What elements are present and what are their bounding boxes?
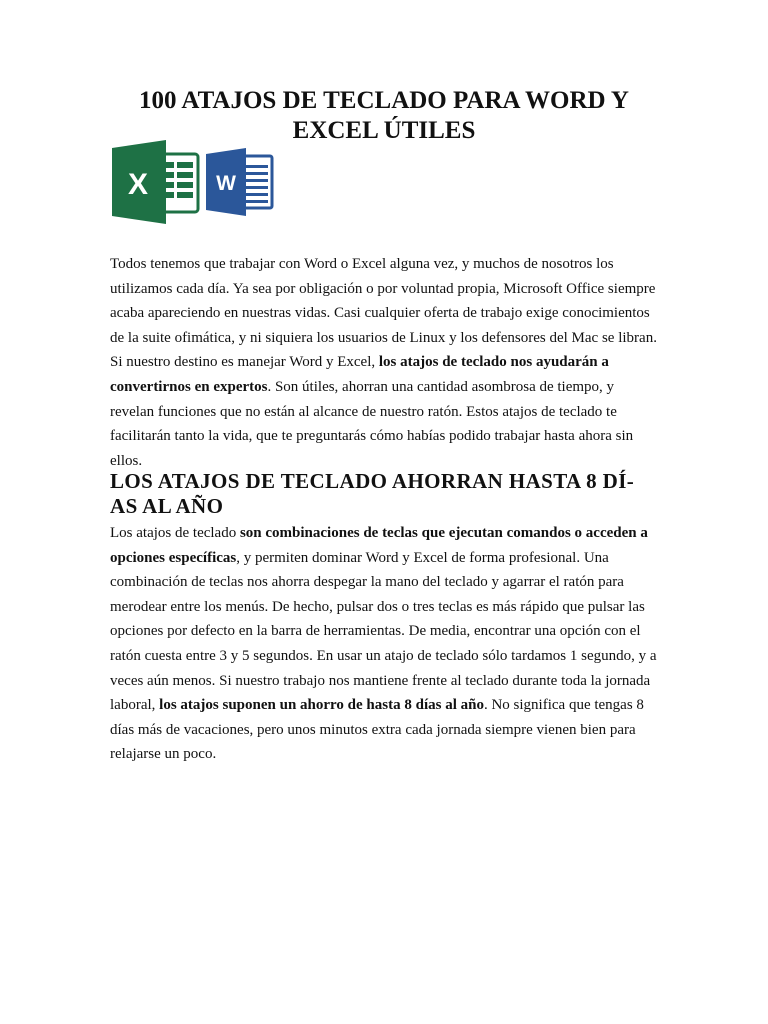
- excel-letter: X: [127, 168, 149, 201]
- intro-bold-1: los atajos de teclado nos ayudarán a convertirnos en expertos: [110, 354, 609, 395]
- section-heading: LOS ATAJOS DE TECLADO AHORRAN HASTA 8 DÍ-AS AL AÑO: [110, 469, 635, 518]
- excel-logo-icon: [112, 140, 198, 224]
- section-bold-2: los atajos suponen un ahorro de hasta 8 días al año: [159, 697, 484, 714]
- section-text-2: , y permiten dominar Word y Excel de forma profesional. Una combinación de teclas nos ahorra despegar la mano del teclado y agarrar el ratón para merodear entre los menús. De hecho, pulsar dos o tres teclas es más rápido que pulsar las opciones por defecto en la barra de herramientas. De media, encontrar una opción con el ratón cuesta entre 3 y 5 segundos. En usar un atajo de teclado sólo tardamos 1 segundo, y a veces aún menos. Si nuestro trabajo nos mantiene frente al teclado durante toda la jornada laboral,: [110, 549, 657, 714]
- office-logos-graphic: [110, 140, 280, 224]
- word-logo-icon: [206, 148, 272, 216]
- word-letter: W: [216, 172, 236, 195]
- intro-text-2: . Son útiles, ahorran una cantidad asombrosa de tiempo, y revelan funciones que no están al alcance de nuestro ratón. Estos atajos de teclado te facilitarán tanto la vida, que te preguntarás cómo habías podido trabajar hasta ahora sin ellos.: [110, 378, 634, 469]
- section-text-1: Los atajos de teclado: [110, 525, 240, 541]
- document-title: 100 ATAJOS DE TECLADO PARA WORD Y EXCEL ÚTILES: [139, 87, 629, 144]
- intro-paragraph: [110, 252, 658, 473]
- section-text-3: . No significa que tengas 8 días más de vacaciones, pero unos minutos extra cada jornada siempre vienen bien para relajarse un poco.: [110, 697, 644, 763]
- section-bold-1: son combinaciones de teclas que ejecutan comandos o acceden a opciones específicas: [110, 525, 648, 566]
- office-logos: [110, 140, 280, 224]
- section-paragraph: [110, 521, 658, 767]
- intro-text-1: Todos tenemos que trabajar con Word o Excel alguna vez, y muchos de nosotros los utilizamos cada día. Ya sea por obligación o por voluntad propia, Microsoft Office siempre acaba apareciendo en nuestras vidas. Casi cualquier oferta de trabajo exige conocimientos de la suite ofimática, y ni siquiera los usuarios de Linux y los defensores del Mac se libran. Si nuestro destino es manejar Word y Excel,: [110, 256, 657, 371]
